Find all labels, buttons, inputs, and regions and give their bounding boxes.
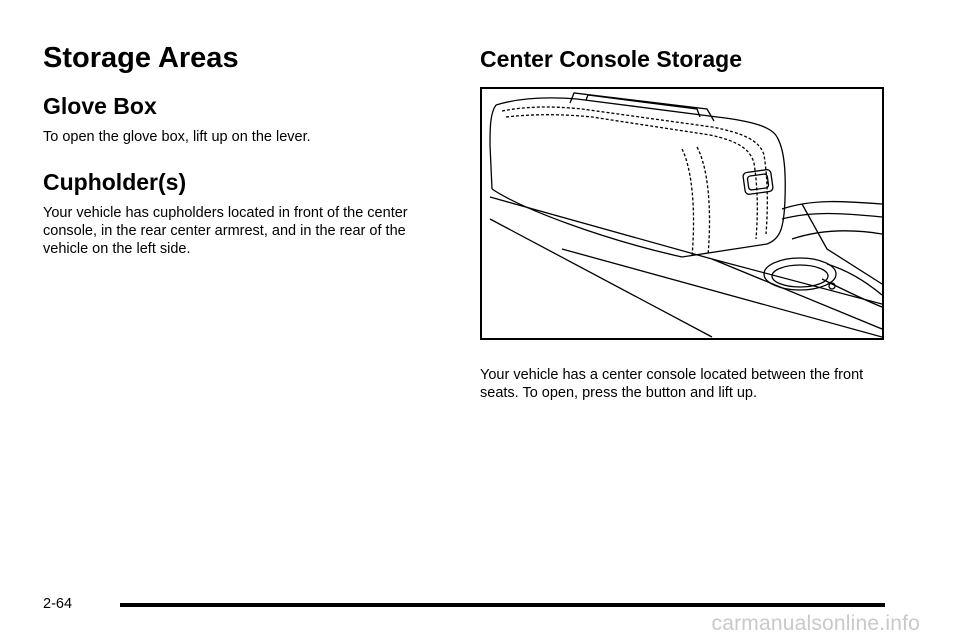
footer-rule: [120, 603, 885, 607]
left-column: [43, 40, 443, 258]
console-line-drawing: [482, 89, 882, 338]
page-title: Storage Areas: [43, 42, 239, 74]
center-console-text: Your vehicle has a center console located between the front seats. To open, press the button and lift up.: [480, 367, 864, 401]
cupholders-text: Your vehicle has cupholders located in front of the center console, in the rear center armrest, and in the rear of the vehicle on the left side.: [43, 205, 408, 257]
page-number: 2-64: [43, 596, 73, 612]
right-column-heading-wrap: [480, 44, 890, 74]
cupholders-heading: Cupholder(s): [43, 169, 187, 195]
glove-box-heading: Glove Box: [43, 93, 157, 119]
center-console-text-wrap: [480, 366, 890, 402]
center-console-heading: Center Console Storage: [480, 46, 742, 72]
center-console-illustration: [480, 87, 884, 340]
glove-box-text: To open the glove box, lift up on the lever.: [43, 129, 311, 145]
watermark: carmanualsonline.info: [711, 612, 920, 635]
